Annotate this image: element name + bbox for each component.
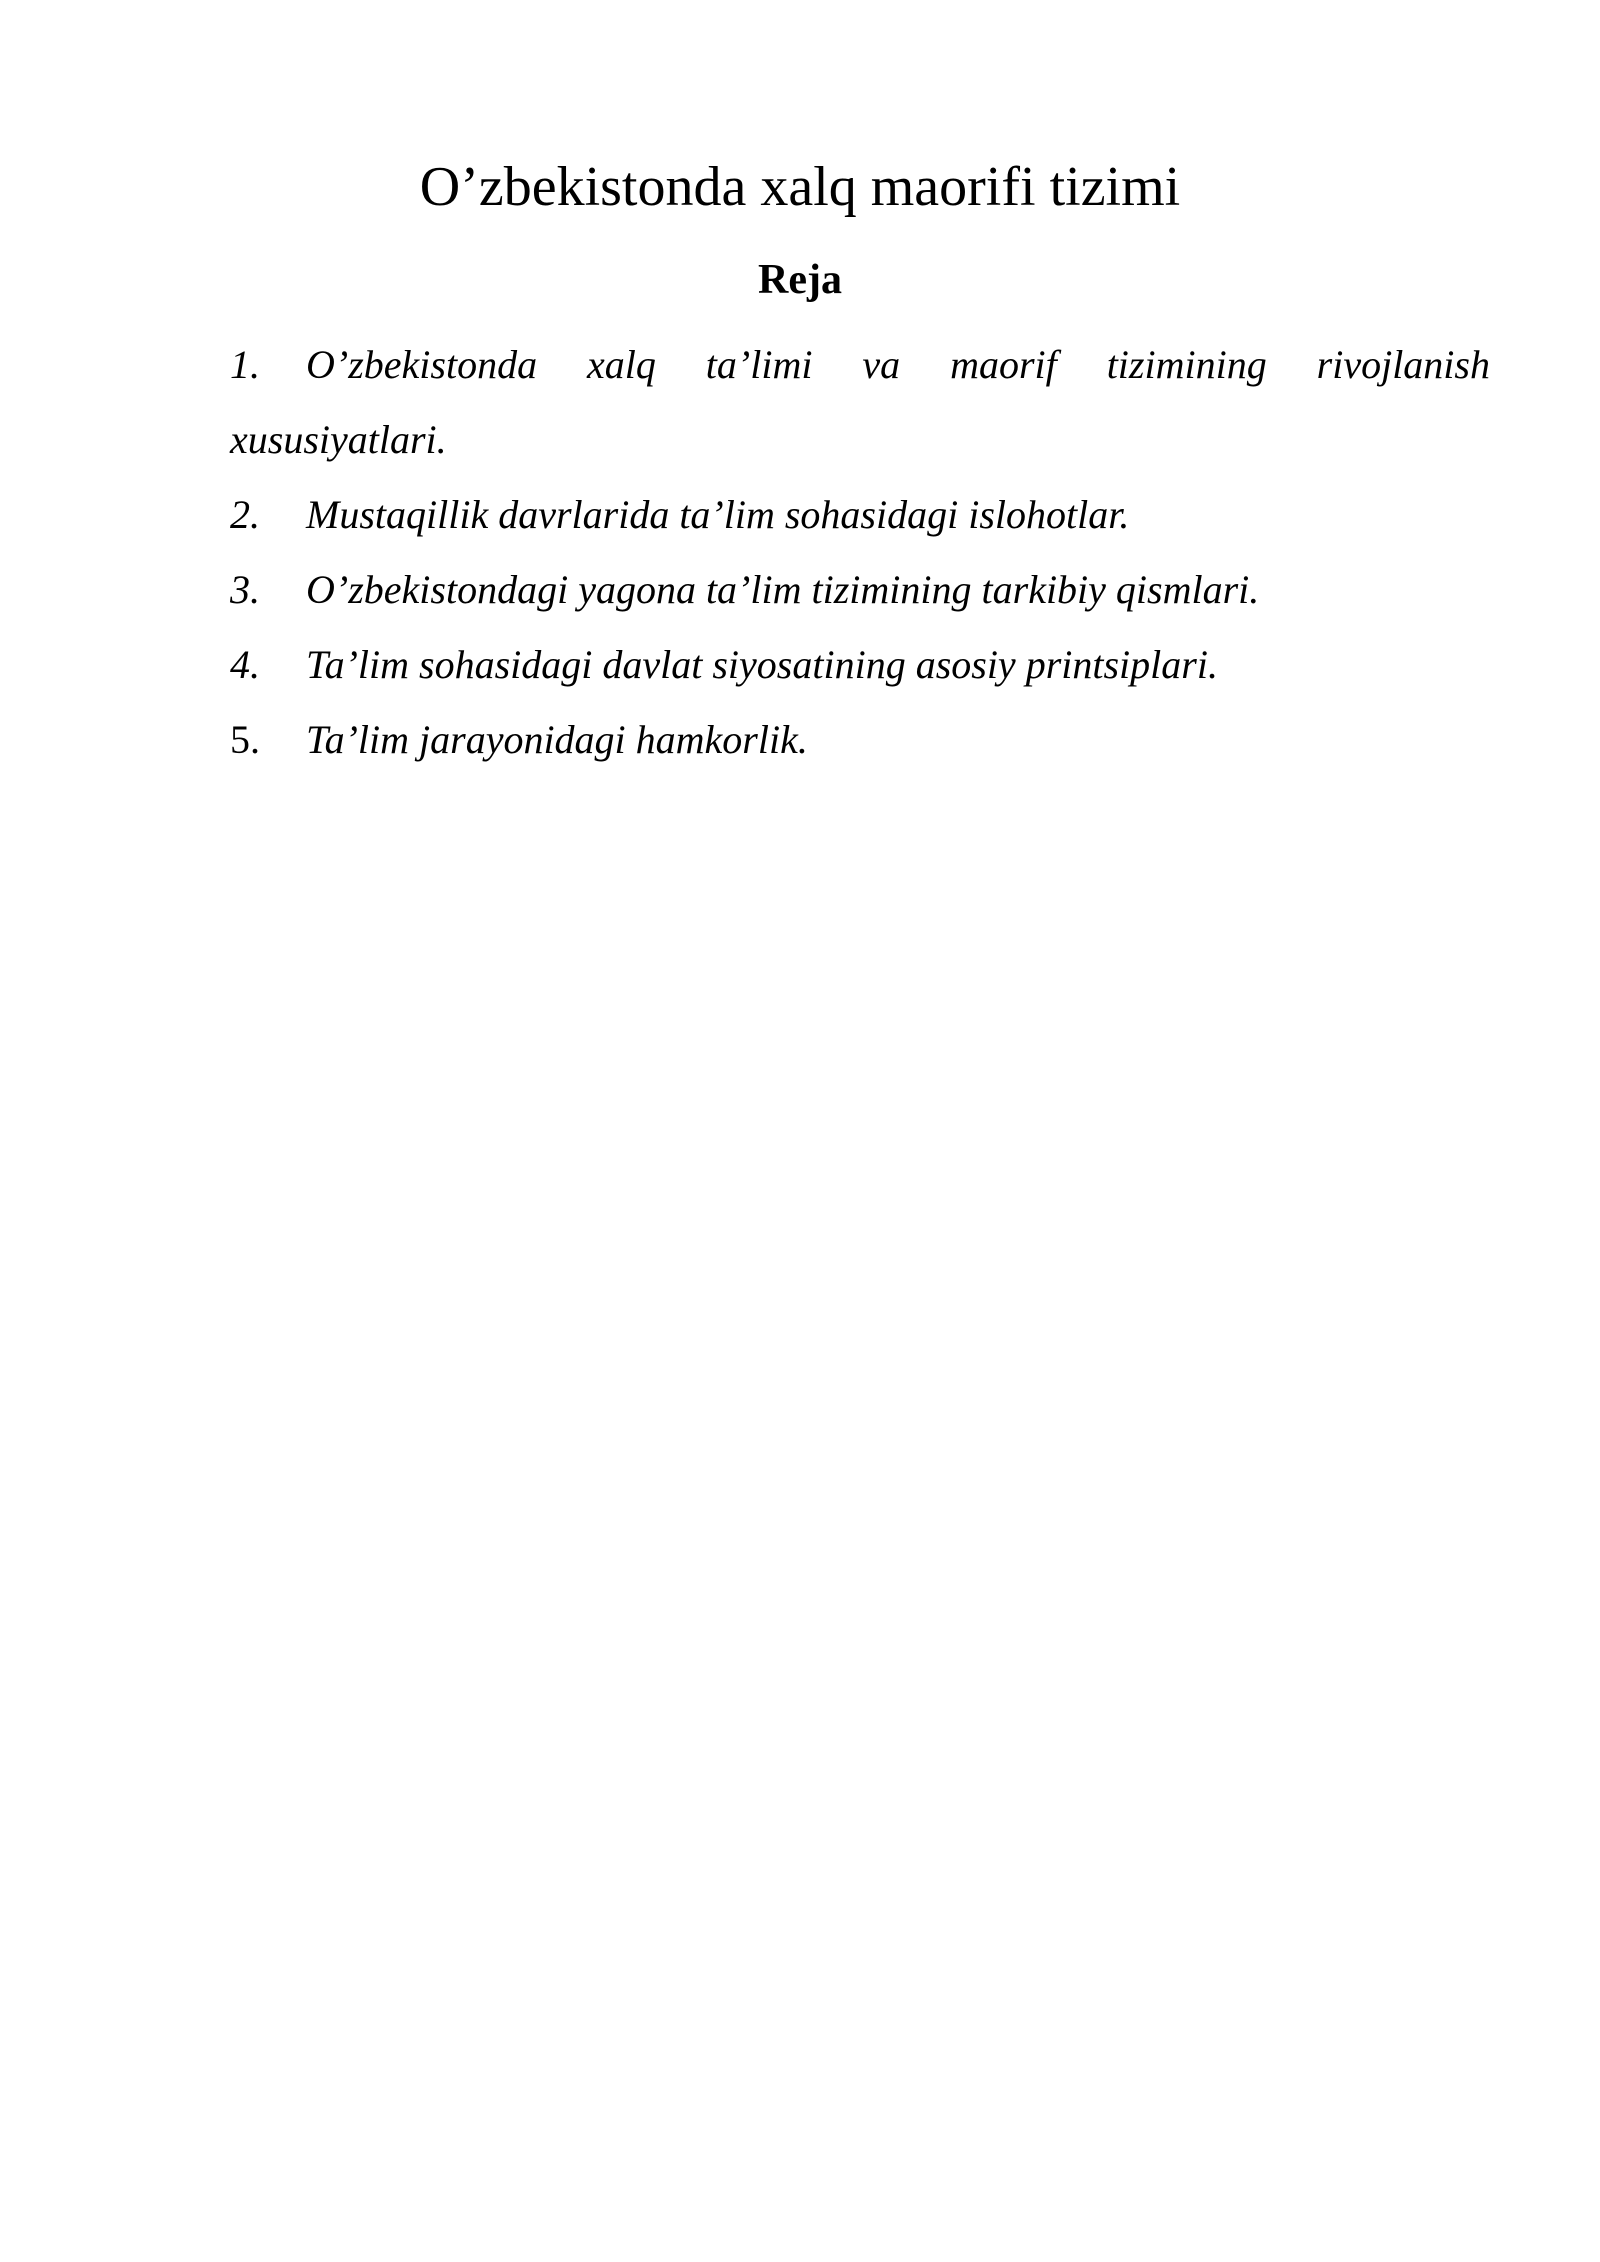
plan-item-number: 4. <box>230 642 260 687</box>
plan-item-number: 2. <box>230 492 260 537</box>
plan-item-number: 3. <box>230 567 260 612</box>
plan-item-1-first-line <box>230 327 1490 402</box>
plan-item-1-second-line: xususiyatlari. <box>230 417 447 462</box>
plan-item-text: O’zbekistonda xalq ta’limi va maorif tizimining rivojlanish <box>306 342 1490 387</box>
plan-item-number: 5. <box>230 717 260 762</box>
plan-item-5 <box>230 702 1490 777</box>
plan-item-text: Ta’lim jarayonidagi hamkorlik. <box>306 717 808 762</box>
plan-item-number: 1. <box>230 342 260 387</box>
plan-item-3 <box>230 552 1490 627</box>
plan-item-text: O’zbekistondagi yagona ta’lim tizimining tarkibiy qismlari. <box>306 567 1260 612</box>
plan-item-2 <box>230 477 1490 552</box>
plan-heading: Reja <box>758 257 842 303</box>
plan-item-1 <box>230 327 1490 477</box>
plan-item-text: Mustaqillik davrlarida ta’lim sohasidagi islohotlar. <box>306 492 1130 537</box>
plan-item-text: Ta’lim sohasidagi davlat siyosatining asosiy printsiplari. <box>306 642 1218 687</box>
document-title: O’zbekistonda xalq maorifi tizimi <box>419 156 1181 218</box>
plan-item-4 <box>230 627 1490 702</box>
plan-list <box>230 327 1490 777</box>
